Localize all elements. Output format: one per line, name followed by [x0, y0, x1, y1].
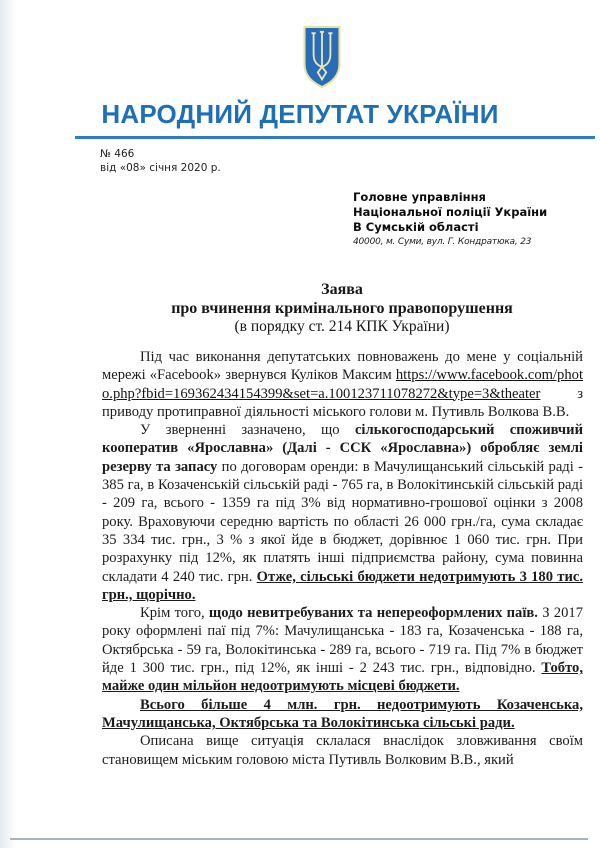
scan-left-edge [0, 0, 16, 848]
text-run: Всього більше 4 млн. грн. недоотримують Козаченська, Мачулищанська, Октябрська та Волокітинська сільські ради. [102, 696, 583, 731]
addressee-line-3: В Сумській області [353, 220, 479, 234]
text-run: Описана вище ситуація склалася внаслідок зловживання своїм становищем міським головою міста Путивль Волковим В.В., який [102, 733, 583, 768]
header-divider [75, 136, 595, 139]
title-line-2: про вчинення кримінального правопорушення [171, 299, 513, 317]
text-run: Крім того, [140, 605, 209, 622]
text-run: по договорам оренди: в Мачулищанський сільській раді - 385 га, в Козаченській сільській раді - 765 га, в Волокітинській сільській раді - 209 га, всього - 1359 га під 3% від нормативно-грошової оцінки з 2008 року. Враховуючи середню вартість по області 26 000 грн./га, сума складає 35 334 тис. грн., 3 % з якої йде в бюджет, дорівнює 1 060 тис. грн. При розрахунку під 12%, як платять інші підприємства району, сума повинна складати 4 240 тис. грн. [102, 458, 583, 585]
document-title [102, 281, 582, 337]
text-run: Отже, сільські бюджети недотримують 3 180 тис. грн., щорічно. [102, 568, 583, 603]
text-run: щодо невитребуваних та непереоформлених паїв. [208, 605, 538, 622]
paragraph [102, 421, 583, 604]
text-run: Під час виконання депутатських повноважень до мене у соціальній мережі «Facebook» звернувся Куліков Максим [102, 349, 583, 384]
title-line-1: Заява [321, 281, 363, 298]
addressee-line-1: Головне управління [353, 190, 486, 204]
reference-number: № 466 [100, 148, 135, 160]
document-body [102, 348, 583, 769]
paragraph [102, 604, 583, 695]
text-run: У зверненні зазначено, що [140, 422, 355, 439]
addressee-address: 40000, м. Суми, вул. Г. Кондратюка, 23 [353, 237, 532, 247]
scan-bottom-edge [10, 838, 588, 840]
addressee-line-2: Національної поліції України [353, 205, 548, 219]
facebook-photo-link[interactable]: https://www.facebook.com/photo.php?fbid=169362434154399&set=a.100123711078272&type=3&theater [102, 367, 583, 402]
paragraph [102, 696, 583, 733]
paragraph [102, 348, 583, 421]
title-line-3: (в порядку ст. 214 КПК України) [234, 318, 450, 335]
text-run: З 2017 року оформлені паї під 7%: Мачулищанська - 183 га, Козаченська - 188 га, Октябрська - 59 га, Волокітинська - 289 га, всього - 719 га. Під 7% в бюджет йде 1 300 тис. грн., під 12%, як інші - 2 243 тис. грн., відповідно. [102, 605, 583, 677]
org-title: НАРОДНИЙ ДЕПУТАТ УКРАЇНИ [101, 99, 499, 129]
text-run: з приводу протиправної діяльності міського голови м. Путивль Волкова В.В. [102, 385, 583, 420]
text-run: сількогосподарський споживчий кооператив «Ярославна» (Далі - ССК «Ярославна») обробляє землі резерву та запасу [102, 422, 583, 475]
addressee-block [353, 190, 588, 247]
paragraph [102, 732, 583, 769]
ukraine-trident-emblem [301, 24, 343, 90]
text-run: Тобто, майже один мільйон недоотримують місцеві бюджети. [102, 660, 583, 695]
reference-date: від «08» січня 2020 р. [100, 162, 221, 174]
reference-block [100, 147, 221, 175]
